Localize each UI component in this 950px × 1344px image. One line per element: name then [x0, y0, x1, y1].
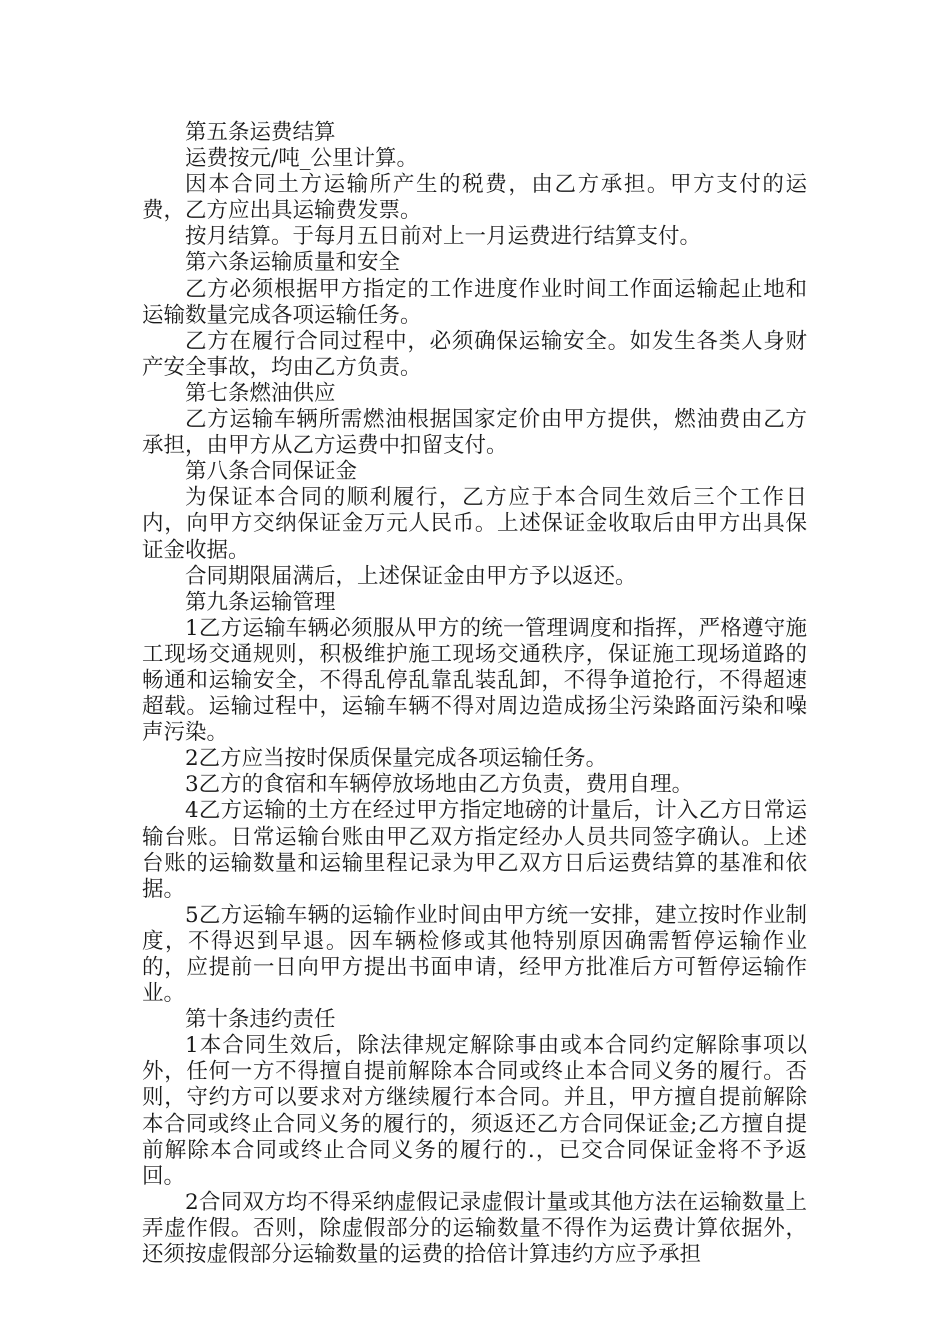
document-paragraph: 合同期限届满后，上述保证金由甲方予以返还。 — [185, 563, 637, 589]
document-paragraph: 因本合同土方运输所产生的税费，由乙方承担。甲方支付的运费，乙方应出具运输费发票。 — [142, 172, 807, 224]
document-paragraph: 2乙方应当按时保质保量完成各项运输任务。 — [185, 746, 608, 772]
document-paragraph: 第六条运输质量和安全 — [185, 250, 401, 276]
document-paragraph: 乙方必须根据甲方指定的工作进度作业时间工作面运输起止地和运输数量完成各项运输任务。 — [142, 276, 807, 328]
document-paragraph: 为保证本合同的顺利履行，乙方应于本合同生效后三个工作日内，向甲方交纳保证金万元人民币。上述保证金收取后由甲方出具保证金收据。 — [142, 485, 807, 563]
document-paragraph: 第九条运输管理 — [185, 589, 336, 615]
document-body — [142, 120, 807, 1268]
document-paragraph: 第五条运费结算 — [185, 120, 336, 145]
document-paragraph: 运费按元/吨_公里计算。 — [185, 146, 418, 172]
document-paragraph: 乙方在履行合同过程中，必须确保运输安全。如发生各类人身财产安全事故，均由乙方负责。 — [142, 328, 807, 380]
document-paragraph: 第十条违约责任 — [185, 1007, 336, 1033]
document-paragraph: 1本合同生效后，除法律规定解除事由或本合同约定解除事项以外，任何一方不得擅自提前解除本合同或终止本合同义务的履行。否则，守约方可以要求对方继续履行本合同。并且，甲方擅自提前解除本合同或终止合同义务的履行的，须返还乙方合同保证金;乙方擅自提前解除本合同或终止合同义务的履行的.，已交合同保证金将不予返回。 — [142, 1033, 807, 1189]
document-paragraph: 1乙方运输车辆必须服从甲方的统一管理调度和指挥，严格遵守施工现场交通规则，积极维护施工现场交通秩序，保证施工现场道路的畅通和运输安全，不得乱停乱靠乱装乱卸，不得争道抢行，不得超速超载。运输过程中，运输车辆不得对周边造成扬尘污染路面污染和噪声污染。 — [142, 615, 807, 746]
document-paragraph: 5乙方运输车辆的运输作业时间由甲方统一安排，建立按时作业制度，不得迟到早退。因车辆检修或其他特别原因确需暂停运输作业的，应提前一日向甲方提出书面申请，经甲方批准后方可暂停运输作业。 — [142, 902, 807, 1007]
document-paragraph: 第八条合同保证金 — [185, 459, 358, 485]
document-paragraph: 乙方运输车辆所需燃油根据国家定价由甲方提供，燃油费由乙方承担，由甲方从乙方运费中扣留支付。 — [142, 407, 807, 459]
document-paragraph: 2合同双方均不得采纳虚假记录虚假计量或其他方法在运输数量上弄虚作假。否则，除虚假部分的运输数量不得作为运费计算依据外，还须按虚假部分运输数量的运费的拾倍计算违约方应予承担 — [142, 1189, 807, 1268]
document-paragraph: 4乙方运输的土方在经过甲方指定地磅的计量后，计入乙方日常运输台账。日常运输台账由甲乙双方指定经办人员共同签字确认。上述台账的运输数量和运输里程记录为甲乙双方日后运费结算的基准和依据。 — [142, 798, 807, 902]
document-paragraph: 按月结算。于每月五日前对上一月运费进行结算支付。 — [185, 224, 702, 250]
document-paragraph: 第七条燃油供应 — [185, 380, 336, 406]
document-paragraph: 3乙方的食宿和车辆停放场地由乙方负责，费用自理。 — [185, 772, 694, 798]
